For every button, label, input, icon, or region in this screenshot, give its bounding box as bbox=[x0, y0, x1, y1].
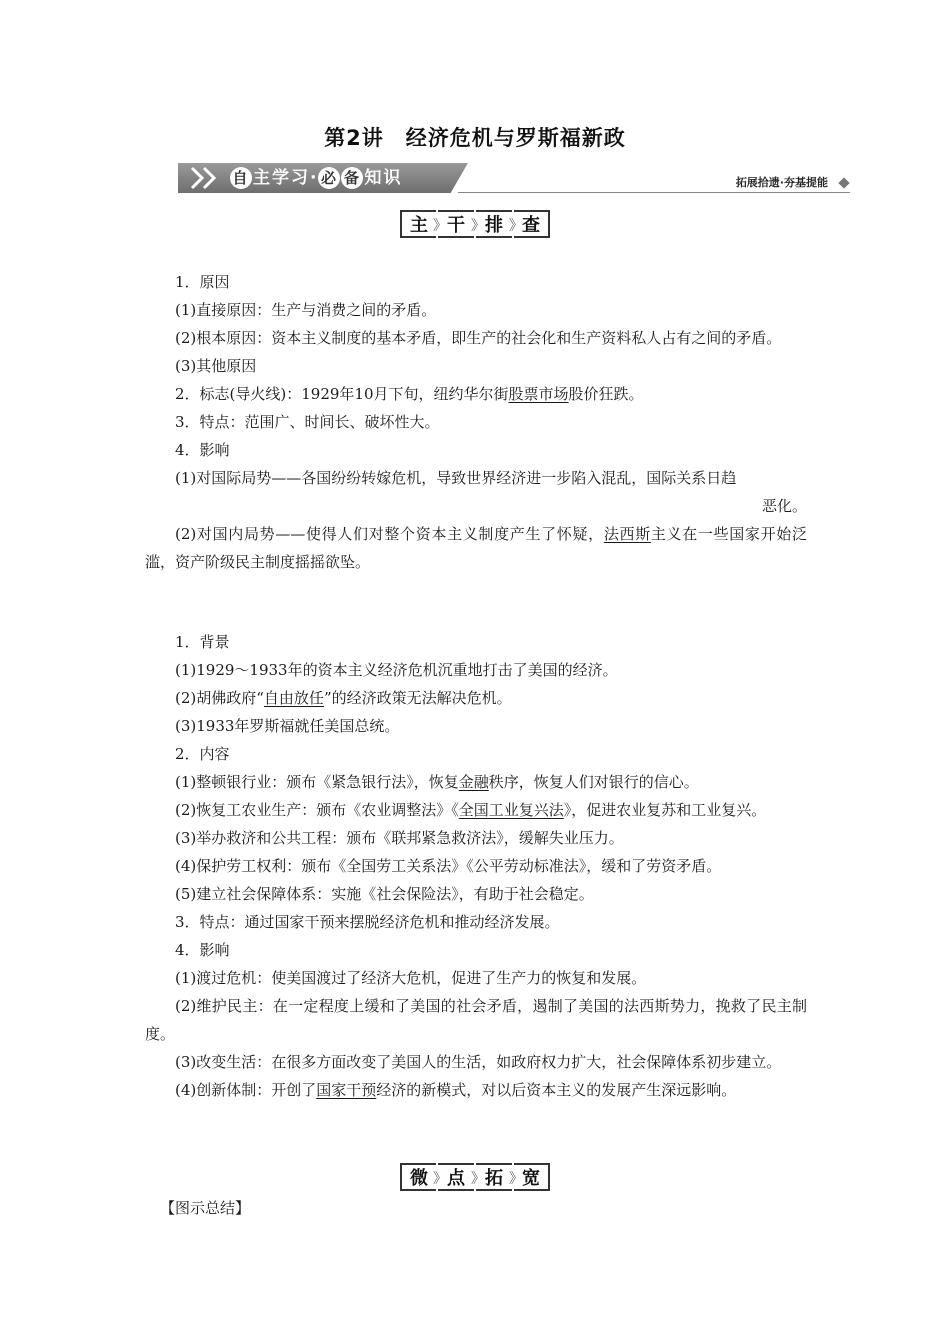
tag-char: 排 》 bbox=[476, 210, 512, 238]
summary-label: 【图示总结】 bbox=[160, 1199, 251, 1217]
tag-char: 主 》 bbox=[400, 210, 436, 238]
tag-char: 微 》 bbox=[400, 1163, 436, 1191]
banner-title bbox=[230, 166, 402, 190]
double-chevron-icon bbox=[188, 166, 222, 190]
paragraph bbox=[145, 768, 807, 796]
paragraph bbox=[145, 520, 807, 576]
text-run: 股价狂跌。 bbox=[568, 385, 644, 403]
paragraph: (3)1933年罗斯福就任美国总统。 bbox=[175, 717, 400, 735]
paragraph: (1)渡过危机：使美国渡过了经济大危机，促进了生产力的恢复和发展。 bbox=[175, 969, 647, 987]
section-tag-main bbox=[0, 210, 950, 238]
paragraph bbox=[145, 1076, 807, 1104]
paragraph: (3)改变生活：在很多方面改变了美国人的生活，如政府权力扩大，社会保障体系初步建立。 bbox=[175, 1053, 782, 1071]
section-tag-extension bbox=[0, 1163, 950, 1191]
paragraph: (3)举办救济和公共工程：颁布《联邦紧急救济法》，缓解失业压力。 bbox=[175, 829, 624, 847]
tag-char: 宽 bbox=[514, 1163, 550, 1191]
paragraph: (1)1929～1933年的资本主义经济危机沉重地打击了美国的经济。 bbox=[175, 661, 618, 679]
key-term: 股票市场 bbox=[508, 385, 569, 403]
paragraph: 1．原因 bbox=[175, 273, 230, 291]
text-run: (4)创新体制：开创了 bbox=[175, 1081, 317, 1099]
key-term: 国家干预 bbox=[316, 1081, 377, 1099]
key-term: 全国工业复兴法 bbox=[458, 801, 564, 819]
section-new-deal bbox=[145, 628, 807, 1104]
paragraph: (1)对国际局势——各国纷纷转嫁危机，导致世界经济进一步陷入混乱，国际关系日趋 bbox=[175, 469, 737, 487]
text-run: 主义在一些国家开始泛滥，资产阶级民主制度摇摇欲坠。 bbox=[145, 525, 807, 571]
paragraph-continuation: 恶化。 bbox=[761, 497, 807, 515]
banner-char-circled: 自 bbox=[230, 167, 252, 189]
text-run: 2．标志(导火线)：1929年10月下旬，纽约华尔街 bbox=[175, 385, 509, 403]
paragraph: (4)保护劳工权利：颁布《全国劳工关系法》《公平劳动标准法》，缓和了劳资矛盾。 bbox=[175, 857, 722, 875]
paragraph bbox=[145, 796, 807, 824]
paragraph: 3．特点：范围广、时间长、破坏性大。 bbox=[175, 413, 440, 431]
tag-char: 拓 》 bbox=[476, 1163, 512, 1191]
paragraph: (5)建立社会保障体系：实施《社会保险法》，有助于社会稳定。 bbox=[175, 885, 594, 903]
text-run: (2)对国内局势——使得人们对整个资本主义制度产生了怀疑， bbox=[175, 525, 604, 543]
text-run: 》，促进农业复苏和工业复兴。 bbox=[563, 801, 767, 819]
paragraph: 4．影响 bbox=[175, 441, 230, 459]
banner-text-part: 主学习· bbox=[253, 168, 319, 188]
paragraph: 3．特点：通过国家干预来摆脱经济危机和推动经济发展。 bbox=[175, 913, 560, 931]
paragraph: (2)维护民主：在一定程度上缓和了美国的社会矛盾，遏制了美国的法西斯势力，挽救了民主制度。 bbox=[145, 997, 807, 1043]
section-banner bbox=[178, 163, 850, 195]
banner-subtitle: 拓展拾遗·夯基提能 bbox=[735, 176, 828, 189]
paragraph: 1．背景 bbox=[175, 633, 230, 651]
tag-char: 点 》 bbox=[438, 1163, 474, 1191]
text-run: ”的经济政策无法解决危机。 bbox=[323, 689, 512, 707]
paragraph: (3)其他原因 bbox=[175, 357, 257, 375]
banner-divider bbox=[458, 192, 850, 193]
text-run: (2)胡佛政府“ bbox=[175, 689, 264, 707]
banner-char-circled: 备 bbox=[341, 167, 363, 189]
text-run: 经济的新模式，对以后资本主义的发展产生深远影响。 bbox=[376, 1081, 737, 1099]
section-economic-crisis bbox=[145, 268, 807, 576]
diamond-icon bbox=[838, 177, 849, 188]
paragraph bbox=[145, 684, 807, 712]
paragraph: (1)直接原因：生产与消费之间的矛盾。 bbox=[175, 301, 437, 319]
tag-char: 干 》 bbox=[438, 210, 474, 238]
text-run: (1)整顿银行业：颁布《紧急银行法》，恢复 bbox=[175, 773, 459, 791]
key-term: 金融 bbox=[458, 773, 489, 791]
tag-char: 查 bbox=[514, 210, 550, 238]
key-term: 自由放任 bbox=[263, 689, 324, 707]
banner-text-part: 知识 bbox=[364, 168, 403, 188]
key-term: 法西斯 bbox=[603, 525, 651, 543]
paragraph: 4．影响 bbox=[175, 941, 230, 959]
paragraph: 2．内容 bbox=[175, 745, 230, 763]
page-title: 第2讲 经济危机与罗斯福新政 bbox=[324, 126, 626, 150]
text-run: 秩序，恢复人们对银行的信心。 bbox=[488, 773, 699, 791]
section-summary bbox=[145, 1194, 807, 1222]
banner-char-circled: 必 bbox=[318, 167, 340, 189]
text-run: (2)恢复工农业生产：颁布《农业调整法》《 bbox=[175, 801, 459, 819]
paragraph: (2)根本原因：资本主义制度的基本矛盾，即生产的社会化和生产资料私人占有之间的矛盾。 bbox=[175, 329, 782, 347]
paragraph bbox=[145, 380, 807, 408]
